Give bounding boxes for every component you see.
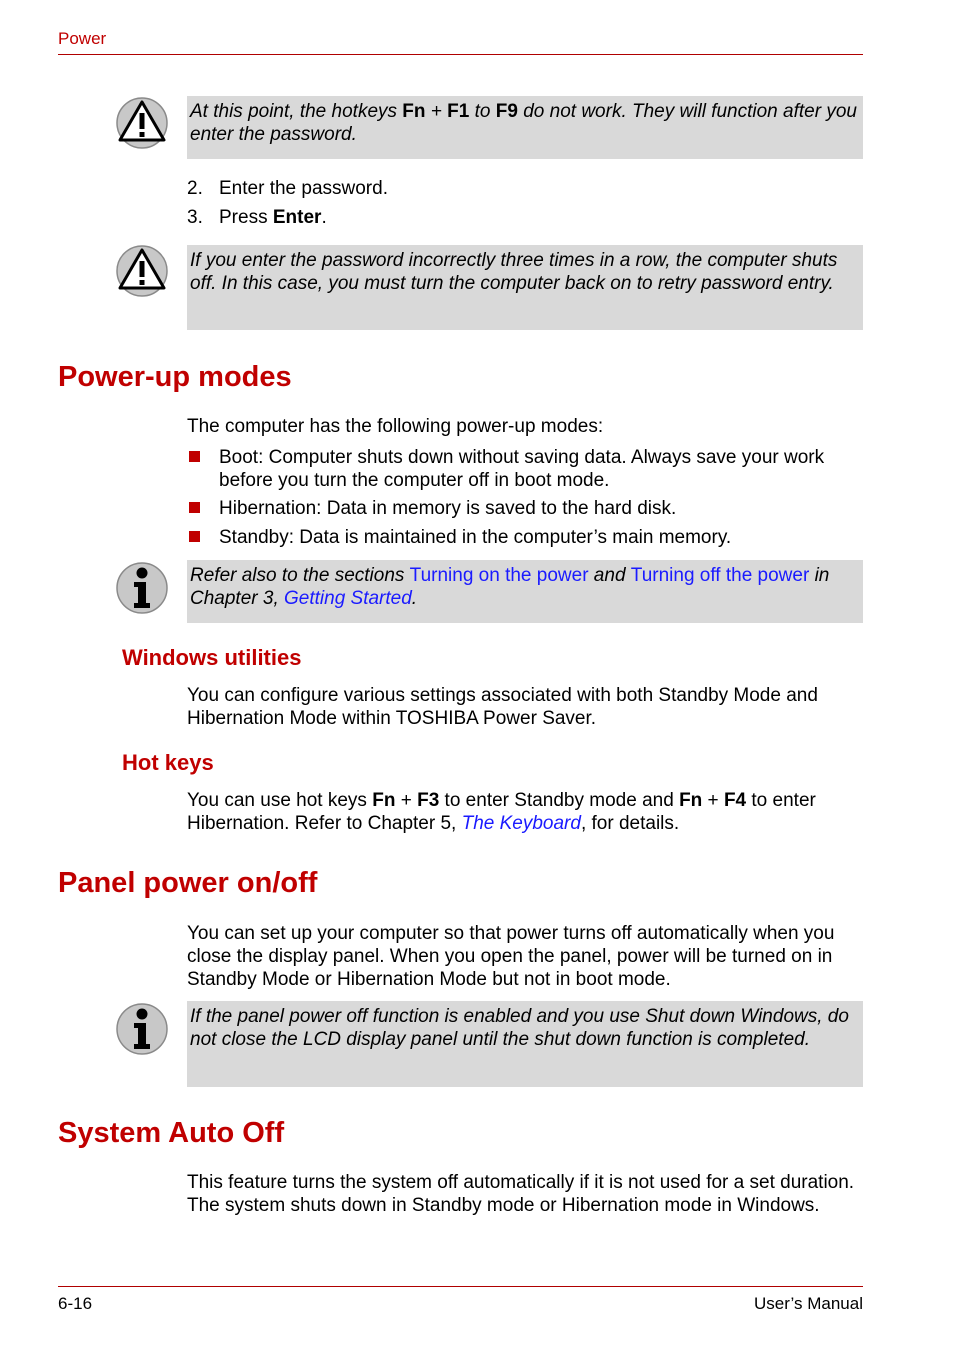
warning-note-password: If you enter the password incorrectly three times in a row, the computer shuts off. In this case, you must turn the computer back on to retry password entry. (187, 245, 863, 330)
footer-manual-title: User’s Manual (754, 1294, 863, 1313)
page-number: 6-16 (58, 1294, 93, 1313)
windows-utilities-text: You can configure various settings associated with both Standby Mode and Hibernation Mode within TOSHIBA Power Saver. (187, 685, 818, 729)
link-turning-on-the-power[interactable]: Turning on the power (409, 565, 589, 586)
info-note-sections: Refer also to the sections Turning on the power and Turning off the power in Chapter 3, Getting Started. (187, 560, 863, 623)
info-icon (115, 561, 169, 615)
power-up-intro: The computer has the following power-up modes: (187, 416, 604, 437)
heading-windows-utilities: Windows utilities (122, 645, 302, 670)
info-note-panel-power: If the panel power off function is enabled and you use Shut down Windows, do not close the LCD display panel until the shut down function is completed. (187, 1001, 863, 1087)
header-rule (58, 54, 863, 55)
heading-power-up-modes: Power-up modes (58, 361, 292, 393)
warning-icon (115, 244, 169, 298)
heading-panel-power: Panel power on/off (58, 867, 318, 899)
heading-hot-keys: Hot keys (122, 750, 214, 775)
bullet-square-icon (189, 531, 200, 542)
running-header: Power (58, 29, 107, 48)
info-icon (115, 1002, 169, 1056)
bullet-square-icon (189, 451, 200, 462)
heading-system-auto-off: System Auto Off (58, 1117, 285, 1149)
bullet-square-icon (189, 502, 200, 513)
system-auto-off-text: This feature turns the system off automatically if it is not used for a set duration. The system shuts down in Standby mode or Hibernation mode in Windows. (187, 1172, 855, 1216)
footer-rule (58, 1286, 863, 1287)
link-the-keyboard[interactable]: The Keyboard (461, 813, 581, 834)
link-turning-off-the-power[interactable]: Turning off the power (630, 565, 810, 586)
hot-keys-text: You can use hot keys Fn + F3 to enter Standby mode and Fn + F4 to enter Hibernation. Refer to Chapter 5, The Keyboard, for details. (187, 790, 816, 834)
panel-power-text: You can set up your computer so that power turns off automatically when you close the display panel. When you open the panel, power will be turned on in Standby Mode or Hibernation Mode but not in boot mode. (187, 923, 835, 990)
link-getting-started[interactable]: Getting Started (284, 588, 412, 609)
warning-note-hotkeys: At this point, the hotkeys Fn + F1 to F9 do not work. They will function after you enter the password. (187, 96, 863, 159)
warning-icon (115, 96, 169, 150)
